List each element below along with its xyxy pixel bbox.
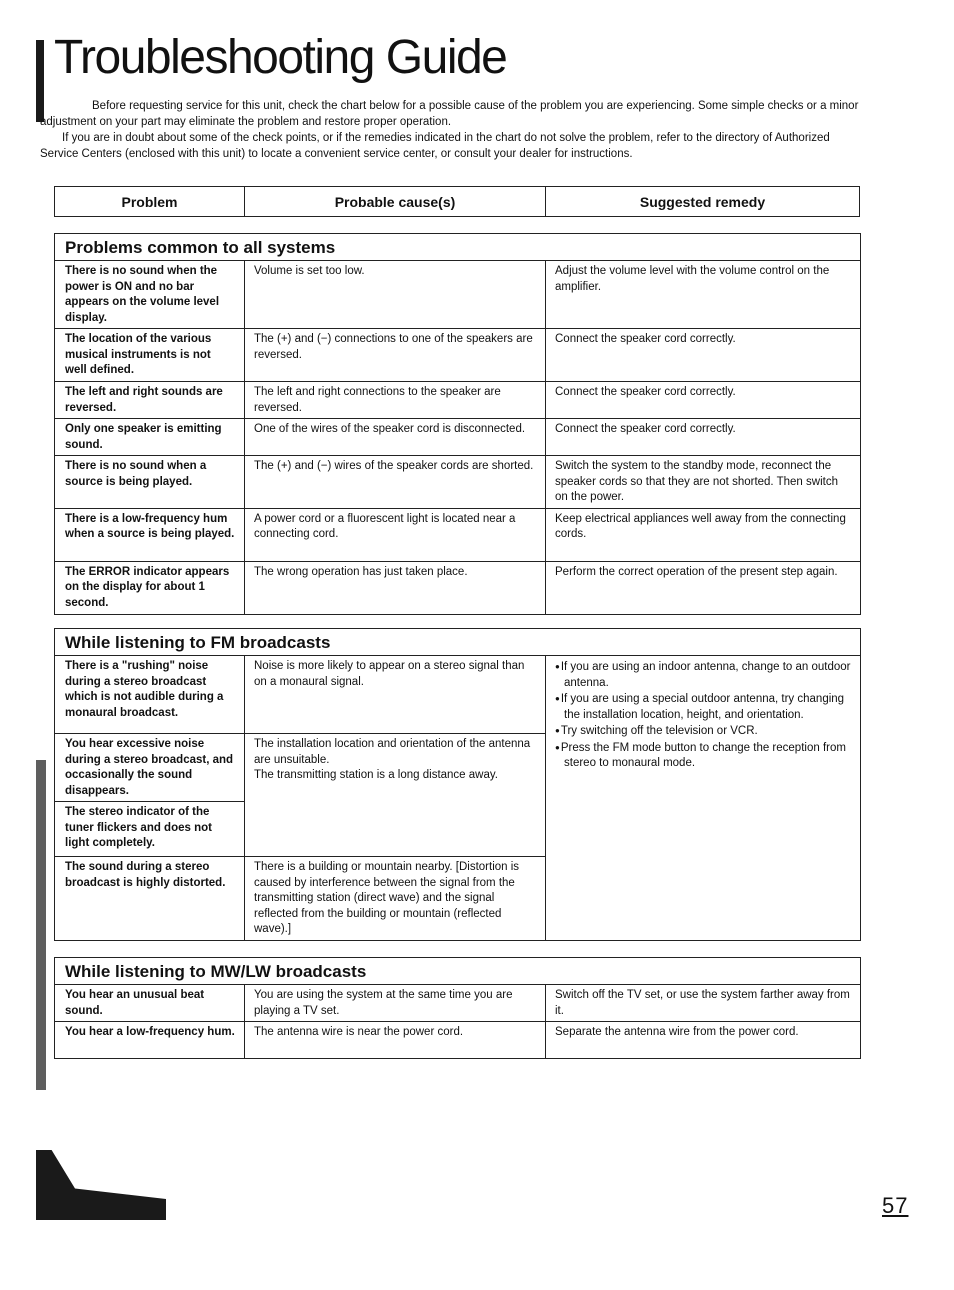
problem-cell: The location of the various musical instruments is not well defined. [55,329,245,382]
remedy-cell [546,656,861,941]
cause-line: The transmitting station is a long distance away. [254,769,498,781]
remedy-cell: Connect the speaker cord correctly. [546,419,861,456]
section-heading: Problems common to all systems [55,234,861,261]
column-header [54,186,860,217]
cause-cell: The (+) and (−) connections to one of the speakers are reversed. [245,329,546,382]
page-number: 57 [882,1193,909,1218]
section-heading: While listening to MW/LW broadcasts [55,958,861,985]
problem-cell: The left and right sounds are reversed. [55,382,245,419]
cause-cell: One of the wires of the speaker cord is disconnected. [245,419,546,456]
scan-edge-mid [36,760,46,1090]
problem-cell: There is a "rushing" noise during a stereo broadcast which is not audible during a monaural broadcast. [55,656,245,734]
remedy-cell: Separate the antenna wire from the power cord. [546,1022,861,1059]
remedy-cell: Switch the system to the standby mode, reconnect the speaker cords so that they are not shorted. Then switch on the power. [546,456,861,509]
table-row [55,419,861,456]
cause-cell: You are using the system at the same time you are playing a TV set. [245,985,546,1022]
problem-cell: The sound during a stereo broadcast is highly distorted. [55,857,245,941]
scan-edge-bottom [36,1150,166,1220]
list-item: ● Try switching off the television or VCR. [555,723,851,740]
remedy-cell: Perform the correct operation of the present step again. [546,561,861,614]
remedy-cell: Connect the speaker cord correctly. [546,329,861,382]
cause-cell: Volume is set too low. [245,261,546,329]
problem-cell: There is no sound when the power is ON and no bar appears on the volume level display. [55,261,245,329]
table-row [55,1022,861,1059]
table-row [55,656,861,734]
list-item: ● If you are using an indoor antenna, change to an outdoor antenna. [555,659,851,691]
intro-paragraph-2: If you are in doubt about some of the check points, or if the remedies indicated in the chart do not solve the problem, refer to the directory of Authorized Service Centers (enclosed with this unit) to locate a convenient service center, or consult your dealer for instructions. [40,132,830,160]
column-cause: Probable cause(s) [245,187,546,216]
problem-cell: There is a low-frequency hum when a source is being played. [55,508,245,561]
column-remedy: Suggested remedy [639,193,766,210]
fm-problems-table [54,628,861,941]
intro-paragraph-1: Before requesting service for this unit, check the chart below for a possible cause of the problem you are experiencing. Some simple checks or a minor adjustment on your part may eliminate the problem and restore proper operation. [40,100,859,128]
problem-cell: The stereo indicator of the tuner flickers and does not light completely. [55,802,245,857]
list-item: ● Press the FM mode button to change the reception from stereo to monaural mode. [555,740,851,772]
problem-cell: You hear excessive noise during a stereo broadcast, and occasionally the sound disappears. [55,734,245,802]
table-row [55,456,861,509]
problem-cell: There is no sound when a source is being played. [55,456,245,509]
remedy-list [555,659,851,772]
table-row [55,985,861,1022]
common-problems-table [54,233,861,615]
problem-cell: Only one speaker is emitting sound. [55,419,245,456]
problem-cell: You hear an unusual beat sound. [55,985,245,1022]
problem-cell: The ERROR indicator appears on the display for about 1 second. [55,561,245,614]
remedy-cell: Switch off the TV set, or use the system farther away from it. [546,985,861,1022]
list-item: ● If you are using a special outdoor antenna, try changing the installation location, height, and orientation. [555,691,851,723]
cause-cell: A power cord or a fluorescent light is located near a connecting cord. [245,508,546,561]
page-title: Troubleshooting Guide [54,31,507,84]
cause-cell: The (+) and (−) wires of the speaker cords are shorted. [245,456,546,509]
mw-problems-table [54,957,861,1059]
cause-line: The installation location and orientation of the antenna are unsuitable. [254,738,531,766]
cause-cell: The antenna wire is near the power cord. [245,1022,546,1059]
table-row [55,261,861,329]
problem-cell: You hear a low-frequency hum. [55,1022,245,1059]
cause-cell [245,734,546,857]
section-heading: While listening to FM broadcasts [55,629,861,656]
cause-cell: The wrong operation has just taken place. [245,561,546,614]
remedy-cell: Connect the speaker cord correctly. [546,382,861,419]
table-row [55,329,861,382]
cause-cell: The left and right connections to the speaker are reversed. [245,382,546,419]
table-row [55,508,861,561]
remedy-cell: Adjust the volume level with the volume control on the amplifier. [546,261,861,329]
table-row [55,561,861,614]
remedy-cell: Keep electrical appliances well away from the connecting cords. [546,508,861,561]
column-problem: Problem [55,187,245,216]
intro-text [40,98,860,162]
cause-cell: There is a building or mountain nearby. [Distortion is caused by interference between the signal from the transmitting station (direct wave) and the signal reflected from the building or mountain (reflected wave).] [245,857,546,941]
table-row [55,382,861,419]
cause-cell: Noise is more likely to appear on a stereo signal than on a monaural signal. [245,656,546,734]
